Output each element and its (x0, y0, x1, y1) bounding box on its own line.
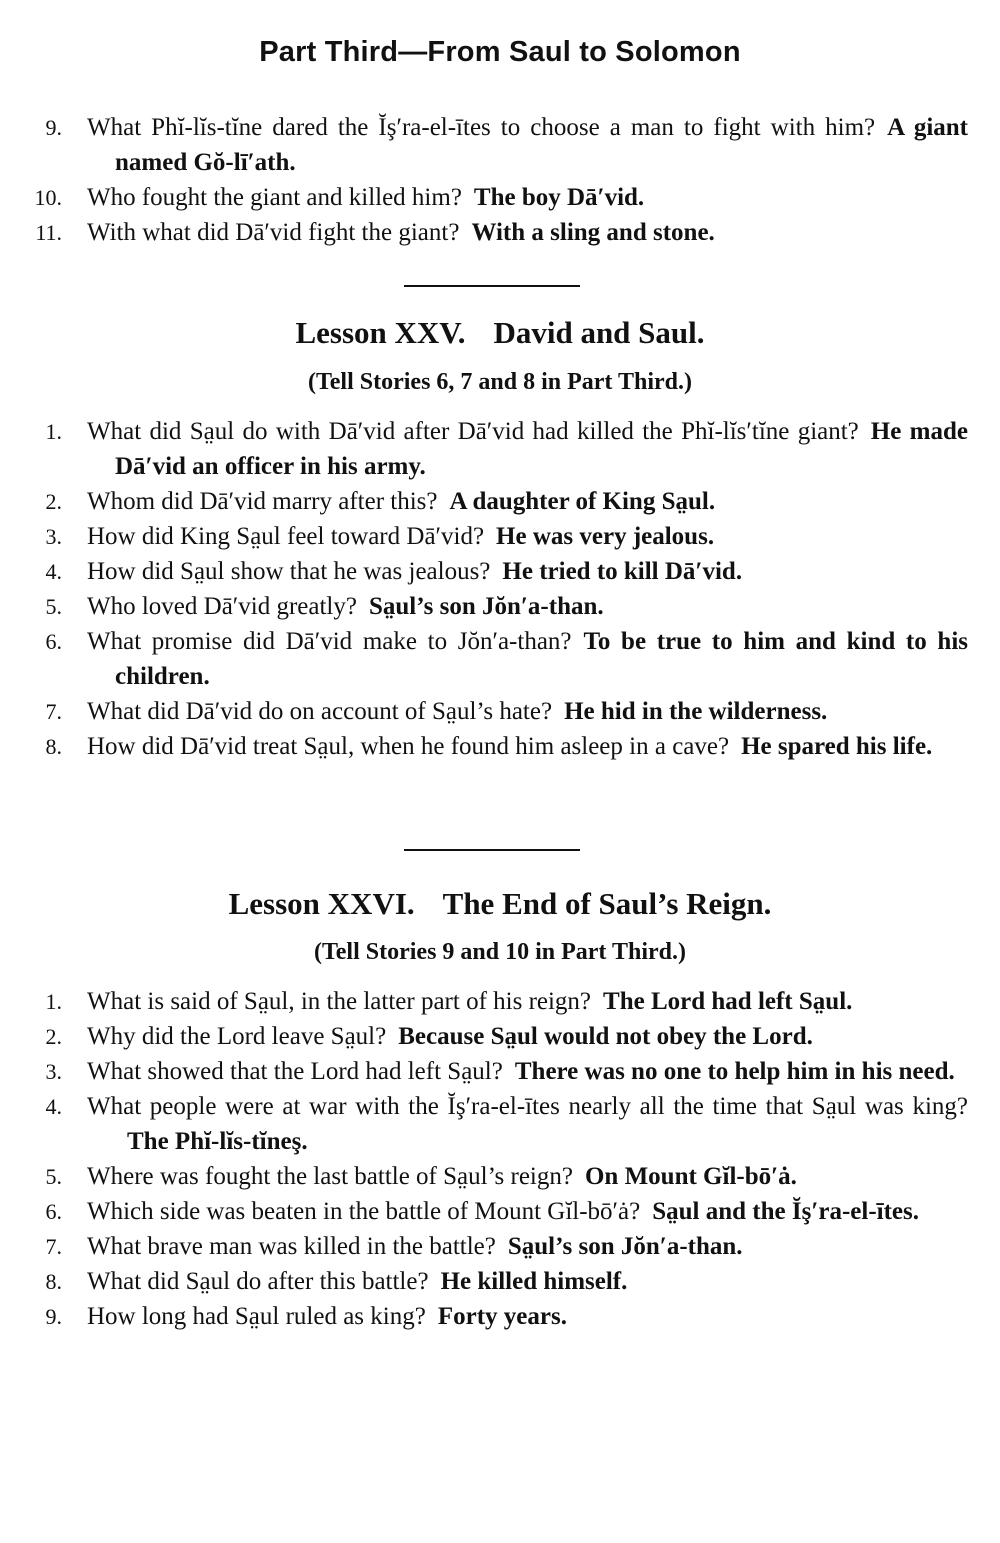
answer-text: The boy Dā′vid. (473, 184, 645, 211)
question-text: What is said of Sa̤ul, in the latter part of his reign? (87, 988, 592, 1015)
question-text: What did Dā′vid do on account of Sa̤ul’s hate? (87, 698, 553, 725)
question-text: What Phĭ-lĭs-tĭne dared the Ĭş′ra-el-ītes to choose a man to fight with him? (87, 114, 876, 141)
question-number: 6. (45, 1199, 62, 1224)
answer-text: A daughter of King Sa̤ul. (449, 488, 716, 515)
lesson-number: Lesson XXV. (295, 315, 466, 350)
answer-text: The Phĭ-lĭs-tĭneş. (127, 1128, 308, 1155)
running-head: Part Third—From Saul to Solomon (259, 36, 741, 68)
question-text: What did Sa̤ul do after this battle? (87, 1268, 429, 1295)
question-number: 8. (45, 734, 62, 759)
question-text: How did Dā′vid treat Sa̤ul, when he found him asleep in a cave? (87, 733, 730, 760)
question-number: 1. (45, 419, 62, 444)
question-item (0, 1054, 1000, 1089)
question-text: What brave man was killed in the battle? (87, 1233, 496, 1260)
question-text: How long had Sa̤ul ruled as king? (87, 1303, 426, 1330)
question-number: 5. (45, 594, 62, 619)
answer-text: He was very jealous. (496, 523, 715, 550)
lesson-subtitle: (Tell Stories 9 and 10 in Part Third.) (313, 939, 687, 965)
question-number: 1. (45, 989, 62, 1014)
answer-text: He hid in the wilderness. (564, 698, 828, 725)
question-item (0, 729, 1000, 764)
lesson-25-question-list (0, 414, 1000, 764)
question-number: 3. (45, 1059, 62, 1084)
question-item (0, 1299, 1000, 1334)
answer-text: He spared his life. (741, 733, 933, 760)
answer-text: To be true to him and kind to his children. (115, 628, 968, 690)
question-number: 9. (45, 115, 62, 140)
question-text: What showed that the Lord had left Sa̤ul? (87, 1058, 503, 1085)
lesson-heading (0, 315, 1000, 351)
question-text: Who loved Dā′vid greatly? (87, 593, 357, 620)
question-number: 4. (45, 1094, 62, 1119)
question-item (0, 1264, 1000, 1299)
question-item (0, 215, 1000, 250)
section-divider (404, 285, 580, 287)
question-number: 10. (34, 185, 62, 210)
question-item (0, 484, 1000, 519)
question-text: Where was fought the last battle of Sa̤ul’s reign? (87, 1163, 573, 1190)
question-item (0, 1194, 1000, 1229)
answer-text: Sa̤ul’s son Jŏn′a-than. (368, 593, 604, 620)
answer-text: The Lord had left Sa̤ul. (603, 988, 853, 1015)
question-text: Who fought the giant and killed him? (87, 184, 462, 211)
question-item (0, 1159, 1000, 1194)
question-text: How did King Sa̤ul feel toward Dā′vid? (87, 523, 485, 550)
answer-text: Sa̤ul’s son Jŏn′a-than. (507, 1233, 743, 1260)
answer-text: On Mount Gĭl-bō′ȧ. (584, 1163, 797, 1190)
question-text: Whom did Dā′vid marry after this? (87, 488, 438, 515)
question-item (0, 1089, 1000, 1159)
question-text: How did Sa̤ul show that he was jealous? (87, 558, 491, 585)
lesson-heading (0, 886, 1000, 922)
answer-text: Sa̤ul and the Ĭş′ra-el-ītes. (652, 1198, 919, 1225)
answer-text: Forty years. (437, 1303, 567, 1330)
question-text: Which side was beaten in the battle of Mount Gĭl-bō′ȧ? (87, 1198, 641, 1225)
lesson-title: David and Saul. (493, 315, 705, 350)
question-number: 7. (45, 1234, 62, 1259)
question-item (0, 414, 1000, 484)
question-number: 9. (45, 1304, 62, 1329)
question-item (0, 1229, 1000, 1264)
question-item (0, 1019, 1000, 1054)
question-item (0, 519, 1000, 554)
question-number: 4. (45, 559, 62, 584)
section-divider (404, 849, 580, 851)
question-text: With what did Dā′vid fight the giant? (87, 219, 460, 246)
question-number: 8. (45, 1269, 62, 1294)
answer-text: There was no one to help him in his need. (514, 1058, 955, 1085)
question-number: 3. (45, 524, 62, 549)
answer-text: He made Dā′vid an officer in his army. (115, 418, 968, 480)
question-number: 2. (45, 489, 62, 514)
question-item (0, 624, 1000, 694)
answer-text: Because Sa̤ul would not obey the Lord. (398, 1023, 813, 1050)
answer-text: He killed himself. (440, 1268, 628, 1295)
question-item (0, 589, 1000, 624)
question-text: What did Sa̤ul do with Dā′vid after Dā′vid had killed the Phĭ-lĭs′tĭne giant? (87, 418, 859, 445)
question-number: 6. (45, 629, 62, 654)
question-text: Why did the Lord leave Sa̤ul? (87, 1023, 387, 1050)
question-number: 2. (45, 1024, 62, 1049)
answer-text: He tried to kill Dā′vid. (502, 558, 743, 585)
question-text: What promise did Dā′vid make to Jŏn′a-than? (87, 628, 572, 655)
intro-question-list (0, 110, 1000, 250)
answer-text: A giant named Gŏ-lī′ath. (115, 114, 968, 176)
question-number: 7. (45, 699, 62, 724)
answer-text: With a sling and stone. (471, 219, 715, 246)
question-item (0, 180, 1000, 215)
question-item (0, 694, 1000, 729)
question-number: 5. (45, 1164, 62, 1189)
question-item (0, 984, 1000, 1019)
lesson-title: The End of Saul’s Reign. (442, 886, 772, 921)
lesson-26-question-list (0, 984, 1000, 1334)
lesson-number: Lesson XXVI. (228, 886, 415, 921)
question-item (0, 110, 1000, 180)
lesson-subtitle: (Tell Stories 6, 7 and 8 in Part Third.) (307, 369, 693, 395)
question-text: What people were at war with the Ĭş′ra-el-ītes nearly all the time that Sa̤ul was king? (87, 1093, 968, 1120)
question-item (0, 554, 1000, 589)
question-number: 11. (35, 220, 62, 245)
